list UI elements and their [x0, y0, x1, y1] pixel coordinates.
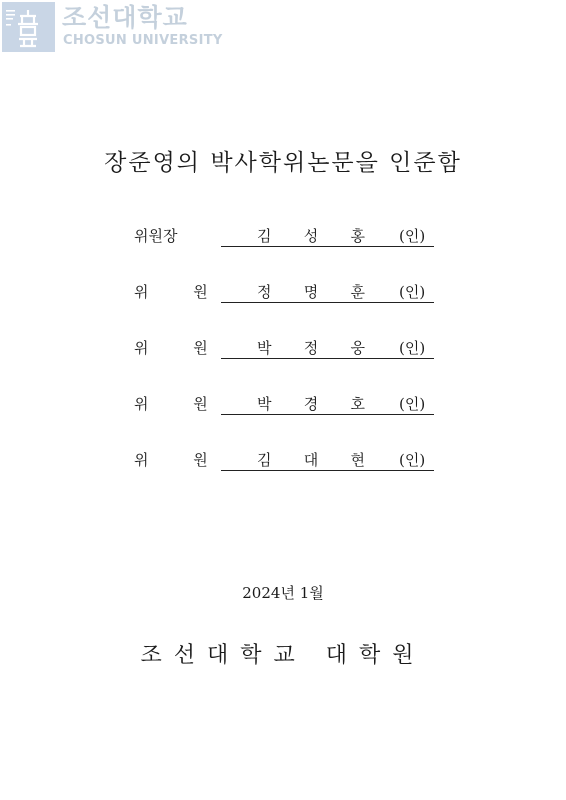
- university-logo: [2, 2, 222, 52]
- name-char: 홍: [350, 227, 365, 245]
- name-char: 성: [303, 227, 319, 245]
- committee-row-member: [0, 390, 566, 420]
- committee-row-chair: [0, 222, 566, 252]
- member-role: 위원장: [134, 227, 178, 245]
- member-name: [221, 394, 381, 414]
- committee-list: [0, 222, 566, 492]
- approval-date: 2024년 1월: [242, 584, 324, 602]
- seal-mark: (인): [399, 227, 426, 245]
- member-role: 위 원: [134, 395, 228, 413]
- name-char: 정: [257, 283, 272, 301]
- signature-line: [221, 358, 434, 359]
- member-name: [221, 282, 381, 302]
- logo-korean-name: 조선대학교: [62, 3, 188, 32]
- member-name: [221, 450, 381, 470]
- university-emblem-icon: [2, 2, 55, 52]
- name-char: 박: [257, 395, 272, 413]
- committee-row-member: [0, 334, 566, 364]
- name-char: 호: [350, 395, 365, 413]
- name-char: 명: [303, 283, 319, 301]
- member-role: 위 원: [134, 451, 228, 469]
- member-role: 위 원: [134, 283, 228, 301]
- logo-english-name: CHOSUN UNIVERSITY: [63, 33, 223, 48]
- member-name: [221, 338, 381, 358]
- name-char: 정: [303, 339, 319, 357]
- signature-line: [221, 414, 434, 415]
- seal-mark: (인): [399, 451, 426, 469]
- name-char: 박: [257, 339, 272, 357]
- member-name: [221, 226, 381, 246]
- seal-mark: (인): [399, 395, 426, 413]
- name-char: 대: [303, 451, 319, 469]
- name-char: 김: [257, 451, 272, 469]
- seal-mark: (인): [399, 283, 426, 301]
- name-char: 김: [257, 227, 272, 245]
- signature-line: [221, 246, 434, 247]
- signature-line: [221, 470, 434, 471]
- signature-line: [221, 302, 434, 303]
- approval-title: 장준영의 박사학위논문을 인준함: [104, 150, 462, 176]
- seal-mark: (인): [399, 339, 426, 357]
- committee-row-member: [0, 446, 566, 476]
- committee-row-member: [0, 278, 566, 308]
- name-char: 훈: [350, 283, 365, 301]
- name-char: 현: [350, 451, 365, 469]
- member-role: 위 원: [134, 339, 228, 357]
- name-char: 경: [303, 395, 319, 413]
- name-char: 웅: [350, 339, 365, 357]
- graduate-school-name: 조선대학교 대학원: [140, 643, 426, 668]
